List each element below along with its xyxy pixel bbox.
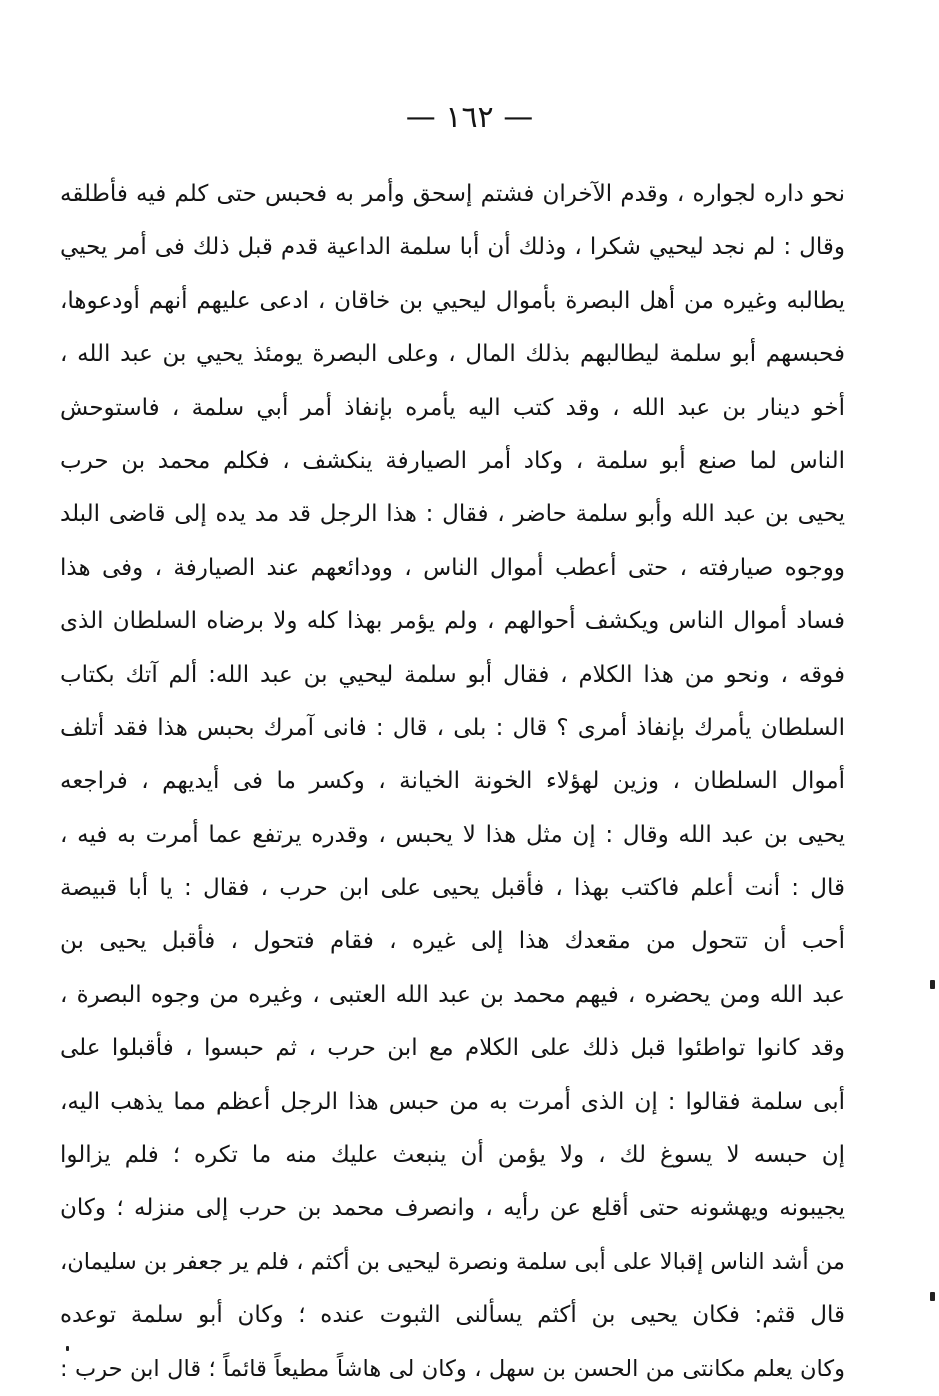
page-body-text — [60, 168, 845, 1396]
margin-mark — [930, 980, 935, 989]
text-line: نحو داره لجواره ، وقدم الآخران فشتم إسحق وأمر به فحبس حتى كلم فيه فأطلقه — [60, 181, 845, 207]
text-line: فوقه ، ونحو من هذا الكلام ، فقال أبو سلمة ليحيي بن عبد الله: ألم آتك بكتاب — [60, 661, 845, 688]
text-line: أخو دينار بن عبد الله ، وقد كتب اليه يأمره بإنفاذ أمر أبي سلمة ، فاستوحش — [60, 394, 845, 421]
margin-mark — [930, 1292, 935, 1301]
text-line: أحب أن تتحول من مقعدك هذا إلى غيره ، فقام فتحول ، فأقبل يحيى بن — [60, 928, 845, 955]
text-line: من أشد الناس إقبالا على أبى سلمة ونصرة ليحيى بن أكثم ، فلم ير جعفر بن سليمان، — [60, 1248, 845, 1275]
text-line: يحيى بن عبد الله وقال : إن مثل هذا لا يحبس ، وقدره يرتفع عما أمرت به فيه ، — [60, 821, 845, 848]
text-line: وقد كانوا تواطئوا قبل ذلك على الكلام مع ابن حرب ، ثم حبسوا ، فأقبلوا على — [60, 1035, 845, 1062]
text-line: يطالبه وغيره من أهل البصرة بأموال ليحيي بن خاقان ، ادعى عليهم أنهم أودعوها، — [60, 287, 845, 314]
text-line: قال قثم: فكان يحيى بن أكثم يسألنى الثبوت عنده ؛ وكان أبو سلمة توعده — [60, 1302, 845, 1329]
text-line: يجيبونه ويهشونه حتى أقلع عن رأيه ، وانصرف محمد بن حرب إلى منزله ؛ وكان — [60, 1195, 845, 1222]
text-line: وقال : لم نجد ليحيي شكرا ، وذلك أن أبا سلمة الداعية قدم قبل ذلك فى أمر يحيي — [60, 234, 845, 261]
margin-mark — [66, 1346, 69, 1351]
text-line: عبد الله ومن يحضره ، فيهم محمد بن عبد الله العتبى ، وغيره من وجوه البصرة ، — [60, 981, 845, 1008]
text-line: وكان يعلم مكانتى من الحسن بن سهل ، وكان لى هاشاً مطيعاً قائماً ؛ قال ابن حرب : — [60, 1355, 845, 1382]
text-line: قال : أنت أعلم فاكتب بهذا ، فأقبل يحيى على ابن حرب ، فقال : يا أبا قبيصة — [60, 875, 845, 902]
text-line: إن حبسه لا يسوغ لك ، ولا يؤمن أن ينبعث عليك منه ما تكره ؛ فلم يزالوا — [60, 1142, 845, 1169]
text-line: أموال السلطان ، وزين لهؤلاء الخونة الخيانة ، وكسر ما فى أيديهم ، فراجعه — [60, 768, 845, 795]
text-line: أبى سلمة فقالوا : إن الذى أمرت به من حبس هذا الرجل أعظم مما يذهب اليه، — [60, 1088, 845, 1115]
text-line: ووجوه صيارفته ، حتى أعطب أموال الناس ، وودائعهم عند الصيارفة ، وفى هذا — [60, 554, 845, 581]
page-number: — ١٦٢ — — [405, 100, 534, 135]
text-line: فساد أموال الناس ويكشف أحوالهم ، ولم يؤمر بهذا كله ولا برضاه السلطان الذى — [60, 608, 845, 635]
text-line: الناس لما صنع أبو سلمة ، وكاد أمر الصيارفة ينكشف ، فكلم محمد بن حرب — [60, 447, 845, 474]
text-line: السلطان يأمرك بإنفاذ أمرى ؟ قال : بلى ، قال : فانى آمرك بحبس هذا فقد أتلف — [60, 714, 845, 741]
text-line: يحيى بن عبد الله وأبو سلمة حاضر ، فقال : هذا الرجل قد مد يده إلى قاضى البلد — [60, 501, 845, 528]
text-line: فحبسهم أبو سلمة ليطالبهم بذلك المال ، وعلى البصرة يومئذ يحيي بن عبد الله ، — [60, 341, 845, 368]
